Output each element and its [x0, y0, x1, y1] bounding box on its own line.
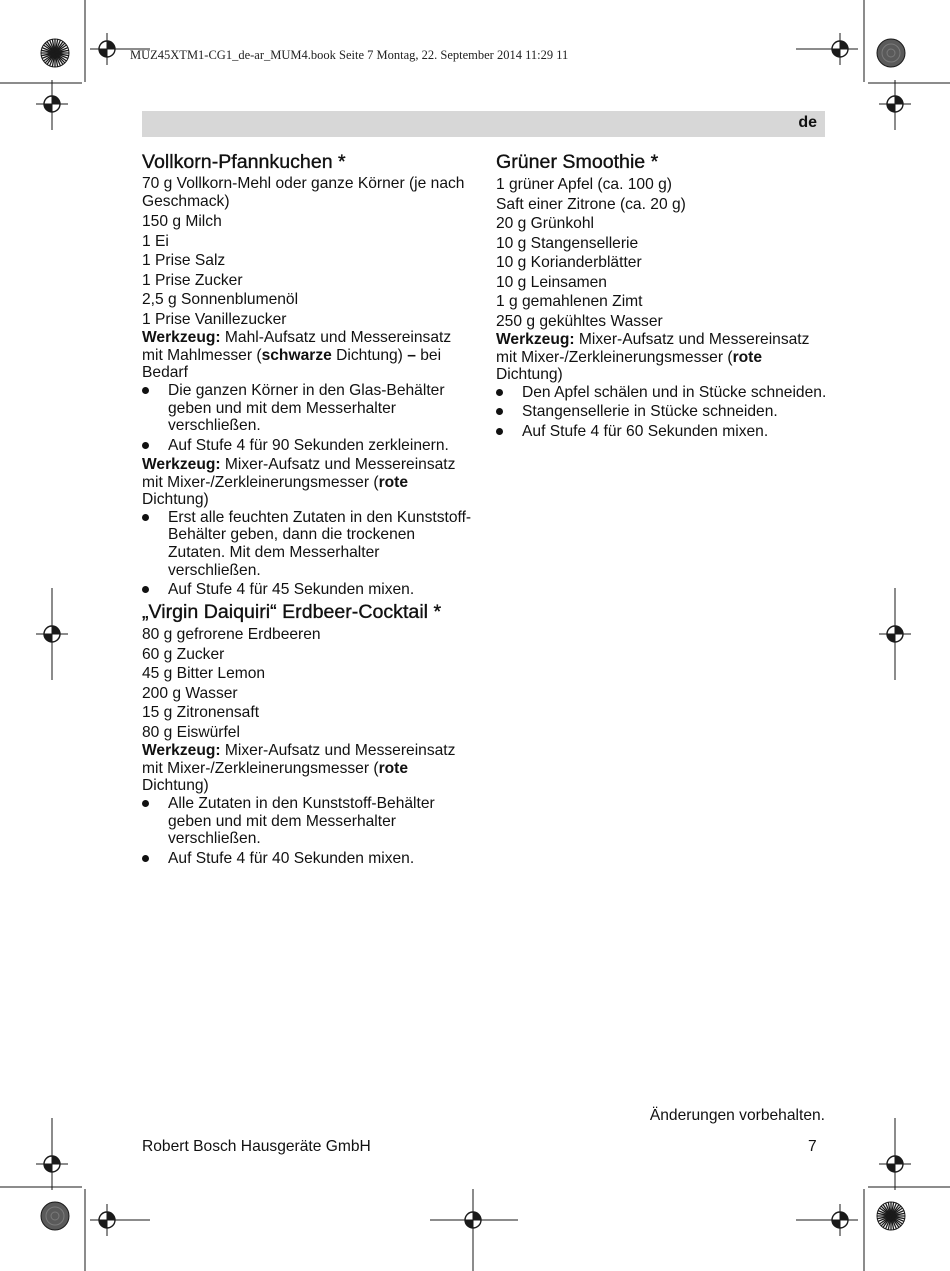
ingredient: 1 g gemahlenen Zimt [496, 293, 643, 310]
step-text: Die ganzen Körner in den Glas-Behälter geben und mit dem Messerhalter verschließen. [168, 381, 445, 435]
step-list [142, 509, 474, 599]
ingredient: 80 g gefrorene Erdbeeren [142, 626, 321, 644]
registration-mark-icon [824, 33, 856, 65]
step-list [142, 795, 474, 867]
tool-text: Dichtung) [331, 346, 408, 364]
ingredient: 45 g Bitter Lemon [142, 665, 266, 683]
ingredient: 1 grüner Apfel (ca. 100 g) [496, 176, 672, 193]
ingredient: 1 Prise Vanillezucker [142, 310, 287, 328]
ingredient: Saft einer Zitrone (ca. 20 g) [496, 195, 686, 213]
ingredient: 10 g Leinsamen [496, 273, 607, 291]
tool-label: Werkzeug: [142, 455, 221, 473]
step-item [142, 581, 474, 599]
registration-mark-icon [36, 618, 68, 650]
footer-company: Robert Bosch Hausgeräte GmbH [142, 1138, 371, 1155]
step-item [496, 423, 828, 441]
bullet-icon [496, 389, 503, 396]
registration-mark-icon [91, 1204, 123, 1236]
ingredient: 200 g Wasser [142, 684, 238, 702]
ingredient: 70 g Vollkorn-Mehl oder ganze Körner (je nach Geschmack) [142, 175, 465, 210]
step-text: Stangensellerie in Stücke schneiden. [522, 403, 778, 421]
ingredient: 10 g Korianderblätter [496, 254, 642, 271]
registration-mark-icon [36, 1148, 68, 1180]
tool-text: bei Bedarf [142, 346, 442, 382]
registration-mark-icon [91, 33, 123, 65]
tool-note [142, 456, 474, 509]
registration-mark-icon [457, 1204, 489, 1236]
grayball-icon [877, 39, 905, 67]
starburst-icon [41, 39, 69, 67]
registration-mark-icon [879, 88, 911, 120]
recipe-title: Grüner Smoothie * [496, 151, 659, 173]
step-list [142, 382, 474, 454]
footer-note: Änderungen vorbehalten. [649, 1107, 825, 1124]
tool-label: Werkzeug: [142, 742, 221, 760]
step-text: Alle Zutaten in den Kunststoff-Behälter geben und mit dem Messerhalter verschließen. [168, 795, 435, 848]
ingredient-list [142, 625, 474, 742]
ingredient: 20 g Grünkohl [496, 215, 594, 232]
tool-text: Mixer-Aufsatz und Messereinsatz mit Mixer-/Zerkleinerungsmesser ( [142, 742, 456, 777]
ingredient: 1 Prise Salz [142, 252, 226, 270]
step-item [142, 795, 474, 848]
left-column [142, 150, 474, 869]
ingredient: 250 g gekühltes Wasser [496, 312, 663, 330]
tool-label: Werkzeug: [496, 331, 575, 348]
language-bar [142, 111, 825, 137]
step-text: Den Apfel schälen und in Stücke schneiden. [522, 383, 827, 401]
bullet-icon [142, 800, 149, 807]
language-code: de [798, 114, 817, 131]
ingredient: 150 g Milch [142, 213, 222, 231]
ingredient: 15 g Zitronensaft [142, 704, 260, 722]
tool-note [142, 742, 474, 795]
ingredient: 2,5 g Sonnenblumenöl [142, 291, 299, 309]
registration-mark-icon [824, 1204, 856, 1236]
tool-emphasis: schwarze [261, 346, 332, 364]
tool-text: Dichtung) [496, 366, 563, 384]
tool-emphasis: rote [378, 473, 409, 491]
ingredient: 1 Ei [142, 232, 169, 250]
tool-emphasis: rote [732, 348, 763, 366]
ingredient-list [142, 175, 474, 329]
tool-emphasis: rote [378, 759, 409, 777]
tool-note [496, 331, 828, 384]
step-item [142, 437, 474, 455]
print-slug: MUZ45XTM1-CG1_de-ar_MUM4.book Seite 7 Montag, 22. September 2014 11:29 11 [130, 48, 569, 62]
tool-text: Mahl-Aufsatz und Messereinsatz mit Mahlmesser ( [142, 329, 452, 364]
tool-text: Mixer-Aufsatz und Messereinsatz mit Mixer-/Zerkleinerungsmesser ( [142, 455, 456, 491]
step-text: Auf Stufe 4 für 60 Sekunden mixen. [522, 422, 769, 440]
bullet-icon [142, 514, 149, 521]
tool-text: Dichtung) [142, 777, 209, 795]
registration-mark-icon [879, 1148, 911, 1180]
page-number: 7 [808, 1138, 817, 1155]
ingredient: 80 g Eiswürfel [142, 723, 240, 741]
bullet-icon [496, 408, 503, 415]
starburst-icon [877, 1202, 905, 1230]
right-column [496, 150, 828, 442]
step-text: Auf Stufe 4 für 45 Sekunden mixen. [168, 580, 415, 598]
ingredient: 60 g Zucker [142, 645, 225, 663]
step-text: Auf Stufe 4 für 40 Sekunden mixen. [168, 849, 415, 867]
registration-mark-icon [879, 618, 911, 650]
bullet-icon [142, 586, 149, 593]
tool-text: Mixer-Aufsatz und Messereinsatz mit Mixer-/Zerkleinerungsmesser ( [496, 331, 810, 366]
step-text: Auf Stufe 4 für 90 Sekunden zerkleinern. [168, 436, 449, 454]
bullet-icon [142, 855, 149, 862]
recipe-title: Vollkorn-Pfannkuchen * [142, 151, 346, 173]
ingredient: 10 g Stangensellerie [496, 234, 639, 252]
step-item [142, 509, 474, 579]
tool-label: Werkzeug: [142, 329, 221, 347]
grayball-icon [41, 1202, 69, 1230]
bullet-icon [496, 428, 503, 435]
bullet-icon [142, 442, 149, 449]
step-text: Erst alle feuchten Zutaten in den Kunststoff-Behälter geben, dann die trockenen Zutaten. Mit dem Messerhalter verschließen. [168, 508, 472, 579]
step-list [496, 384, 828, 440]
tool-note [142, 329, 474, 382]
ingredient: 1 Prise Zucker [142, 271, 243, 289]
step-item [496, 384, 828, 402]
step-item [496, 403, 828, 421]
tool-emphasis: – [407, 346, 416, 364]
step-item [142, 850, 474, 868]
tool-text: Dichtung) [142, 491, 209, 509]
recipe-title: „Virgin Daiquiri“ Erdbeer-Cocktail * [142, 601, 442, 624]
registration-mark-icon [36, 88, 68, 120]
step-item [142, 382, 474, 435]
bullet-icon [142, 387, 149, 394]
ingredient-list [496, 175, 828, 331]
